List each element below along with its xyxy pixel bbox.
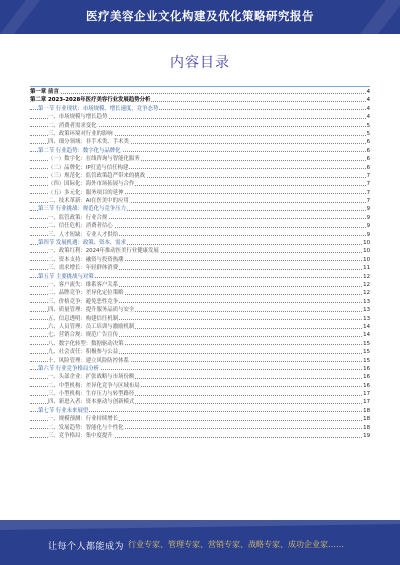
toc-entry-title: 九、社会责任：积极参与公益 <box>48 349 119 356</box>
toc-entry-title: 四、细分领域：非手术类、手术类 <box>48 139 129 146</box>
toc-entry-title: 一、客户流失：维系客户关系 <box>48 281 119 288</box>
toc-entry-title: 二、中型机构：差异化竞争与区域布局 <box>48 382 140 389</box>
toc-entry[interactable] <box>30 122 370 130</box>
toc-entry[interactable] <box>30 164 370 172</box>
toc-entry-title: 第七节 行业未来展望 <box>38 407 89 414</box>
toc-entry[interactable] <box>30 155 370 163</box>
toc-entry[interactable] <box>30 214 370 222</box>
toc-entry-title: 四、新进入者：资本驱动与创新模式 <box>48 399 135 406</box>
toc-heading: 内容目录 <box>170 55 230 71</box>
toc-entry-page: 17 <box>363 391 370 398</box>
toc-entry-page: 11 <box>363 265 370 272</box>
toc-entry-title: 第一节 行业现状：市场规模、增长速度、竞争态势 <box>38 105 159 112</box>
toc-entry[interactable] <box>30 239 370 247</box>
toc-entry-title: （四）国际化：海外市场拓展与合作 <box>48 181 135 188</box>
toc-entry[interactable] <box>30 382 370 390</box>
toc-entry-title: （三）规范化：监管政策趋严带来的挑战 <box>48 172 146 179</box>
toc-entry-page: 10 <box>363 248 370 255</box>
toc-entry[interactable] <box>30 273 370 281</box>
toc-entry[interactable] <box>30 197 370 205</box>
toc-entry-page: 18 <box>363 407 370 414</box>
toc-entry[interactable] <box>30 231 370 239</box>
toc-leader-dots <box>30 93 370 94</box>
toc-entry-page: 6 <box>366 139 370 146</box>
toc-entry-title: 三、政策环境对行业的影响 <box>48 130 113 137</box>
toc-entry[interactable] <box>30 348 370 356</box>
toc-entry-page: 4 <box>366 114 370 121</box>
toc-entry[interactable] <box>30 365 370 373</box>
toc-entry-title: 二、信任危机：消费者信心 <box>48 223 113 230</box>
toc-entry-page: 17 <box>363 399 370 406</box>
toc-entry[interactable] <box>30 415 370 423</box>
toc-entry-page: 4 <box>366 89 370 95</box>
toc-entry-page: 15 <box>363 349 370 356</box>
toc-entry[interactable] <box>30 256 370 264</box>
toc-entry[interactable] <box>30 222 370 230</box>
toc-entry-page: 15 <box>363 340 370 347</box>
toc-entry-page: 16 <box>363 374 370 381</box>
toc-entry-page: 7 <box>366 172 370 179</box>
toc-entry-title: 第六节 行业竞争格局分析 <box>38 365 100 372</box>
toc-entry-title: （二）品牌化：IP打造与信任构建 <box>48 164 129 171</box>
toc-entry[interactable] <box>30 113 370 121</box>
footer-slogan: 让每个人都能成为 <box>48 542 125 552</box>
toc-entry-title: 五、信息透明：构建信任机制 <box>48 315 119 322</box>
toc-entry[interactable] <box>30 398 370 406</box>
toc-entry-title: 第五节 主要挑战与对策 <box>38 273 94 280</box>
toc-entry[interactable] <box>30 130 370 138</box>
toc-entry-page: 9 <box>366 231 370 238</box>
toc-entry-page: 7 <box>366 181 370 188</box>
toc-entry-title: 二、品牌竞争：差异化定位策略 <box>48 290 124 297</box>
toc-entry-title: 三、人才短缺：专业人才供给 <box>48 231 119 238</box>
toc-divider <box>30 86 370 87</box>
toc-entry-title: 第一章 前言 <box>30 89 59 95</box>
toc-entry-page: 18 <box>363 416 370 423</box>
toc-entry[interactable] <box>30 373 370 381</box>
toc-entry-page: 4 <box>366 97 370 104</box>
toc-entry-page: 15 <box>363 357 370 364</box>
toc-entry-title: 一、政策红利：2024年推动医美行业健康发展 <box>48 248 159 255</box>
report-title: 医疗美容企业文化构建及优化策略研究报告 <box>86 9 314 23</box>
toc-entry[interactable] <box>30 323 370 331</box>
toc-entry-title: 二、技术革新：AI在医美中的应用 <box>48 198 129 205</box>
toc-entry-title: 二、发展趋势：智能化与个性化 <box>48 424 124 431</box>
toc-entry[interactable] <box>30 189 370 197</box>
toc-entry[interactable] <box>30 306 370 314</box>
toc-entry-title: 十、风险管理：建立风险防控体系 <box>48 357 129 364</box>
toc-entry-page: 18 <box>363 424 370 431</box>
toc-entry-title: 二、消费者需求变化 <box>48 122 97 129</box>
toc-entry[interactable] <box>30 147 370 155</box>
toc-entry-page: 13 <box>363 298 370 305</box>
toc-entry-page: 10 <box>363 256 370 263</box>
toc-entry-title: 一、市场规模与增长趋势 <box>48 114 108 121</box>
toc-entry-title: 第四节 发展机遇：政策、资本、需求 <box>38 240 126 247</box>
toc-entry[interactable] <box>30 205 370 213</box>
toc-entry[interactable] <box>30 331 370 339</box>
toc-entry-page: 16 <box>363 382 370 389</box>
toc-entry[interactable] <box>30 424 370 432</box>
toc-entry-title: 三、价格竞争：避免恶性竞争 <box>48 298 119 305</box>
toc-entry-title: 四、质量管理：提升服务品质与安全 <box>48 307 135 314</box>
toc-entry-title: 第三节 行业挑战：规范化与竞争压力 <box>38 206 126 213</box>
toc-entry-page: 5 <box>366 122 370 129</box>
footer-roles: 行业专家、管理专家、营销专家、战略专家、成功企业家…… <box>128 540 344 549</box>
toc-entry-page: 16 <box>363 365 370 372</box>
toc-entry-page: 12 <box>363 273 370 280</box>
toc-entry[interactable] <box>30 172 370 180</box>
toc-entry-title: （一）数字化：在线咨询与智能化服务 <box>48 156 140 163</box>
toc-entry-title: 一、规模预测：行业持续增长 <box>48 416 119 423</box>
toc-entry-page: 12 <box>363 290 370 297</box>
toc-entry[interactable] <box>30 281 370 289</box>
toc-entry-title: 六、人员管理：员工培训与激励机制 <box>48 323 135 330</box>
toc-entry-page: 6 <box>366 164 370 171</box>
toc-entry-title: 三、竞争格局：集中度提升 <box>48 433 113 440</box>
toc-entry-title: 三、需求增长：年轻群体消费 <box>48 265 119 272</box>
toc-entry-page: 19 <box>363 433 370 440</box>
toc-entry-page: 14 <box>363 323 370 330</box>
toc-entry[interactable] <box>30 407 370 415</box>
toc-entry-title: 八、数字化转型：数据驱动决策 <box>48 340 124 347</box>
toc-entry-title: （五）多元化：服务项目的延伸 <box>48 189 124 196</box>
page-header <box>0 0 400 34</box>
toc-entry-page: 6 <box>366 147 370 154</box>
toc-entry-page: 14 <box>363 332 370 339</box>
toc-entry-page: 13 <box>363 315 370 322</box>
toc-entry-page: 6 <box>366 156 370 163</box>
toc-entry-page: 5 <box>366 130 370 137</box>
toc-entry-page: 9 <box>366 206 370 213</box>
toc-entry[interactable] <box>30 357 370 365</box>
toc-entry-title: 一、头部企业：扩张战略与市场份额 <box>48 374 135 381</box>
toc-entry-title: 七、营销合规：规范广告宣传 <box>48 332 119 339</box>
toc-entry-title: 第二章 2023-2028年医疗美容行业发展趋势分析 <box>30 97 151 104</box>
toc-entry[interactable] <box>30 432 370 440</box>
page-footer <box>0 520 400 565</box>
toc-entry[interactable] <box>30 88 370 96</box>
toc-entry[interactable] <box>30 340 370 348</box>
toc-entry-page: 13 <box>363 307 370 314</box>
toc-entry[interactable] <box>30 105 370 113</box>
toc-entry[interactable] <box>30 247 370 255</box>
toc-entry[interactable] <box>30 96 370 104</box>
toc-entry[interactable] <box>30 390 370 398</box>
toc-entry[interactable] <box>30 298 370 306</box>
toc-entry[interactable] <box>30 289 370 297</box>
toc-entry-title: 二、资本支持：融资与投资热潮 <box>48 256 124 263</box>
toc-entry[interactable] <box>30 264 370 272</box>
toc-entry[interactable] <box>30 180 370 188</box>
toc-entry-page: 4 <box>366 105 370 112</box>
toc-entry-page: 7 <box>366 189 370 196</box>
toc-entry-page: 7 <box>366 198 370 205</box>
table-of-contents <box>30 88 370 440</box>
toc-entry-title: 三、小型机构：生存压力与转型路径 <box>48 391 135 398</box>
toc-entry-page: 9 <box>366 214 370 221</box>
toc-entry-page: 12 <box>363 281 370 288</box>
toc-entry-title: 一、监管政策：行业合规 <box>48 214 108 221</box>
toc-entry[interactable] <box>30 138 370 146</box>
toc-entry-page: 9 <box>366 223 370 230</box>
toc-entry-title: 第二节 行业趋势：数字化与品牌化 <box>38 147 121 154</box>
toc-entry[interactable] <box>30 315 370 323</box>
toc-entry-page: 10 <box>363 240 370 247</box>
